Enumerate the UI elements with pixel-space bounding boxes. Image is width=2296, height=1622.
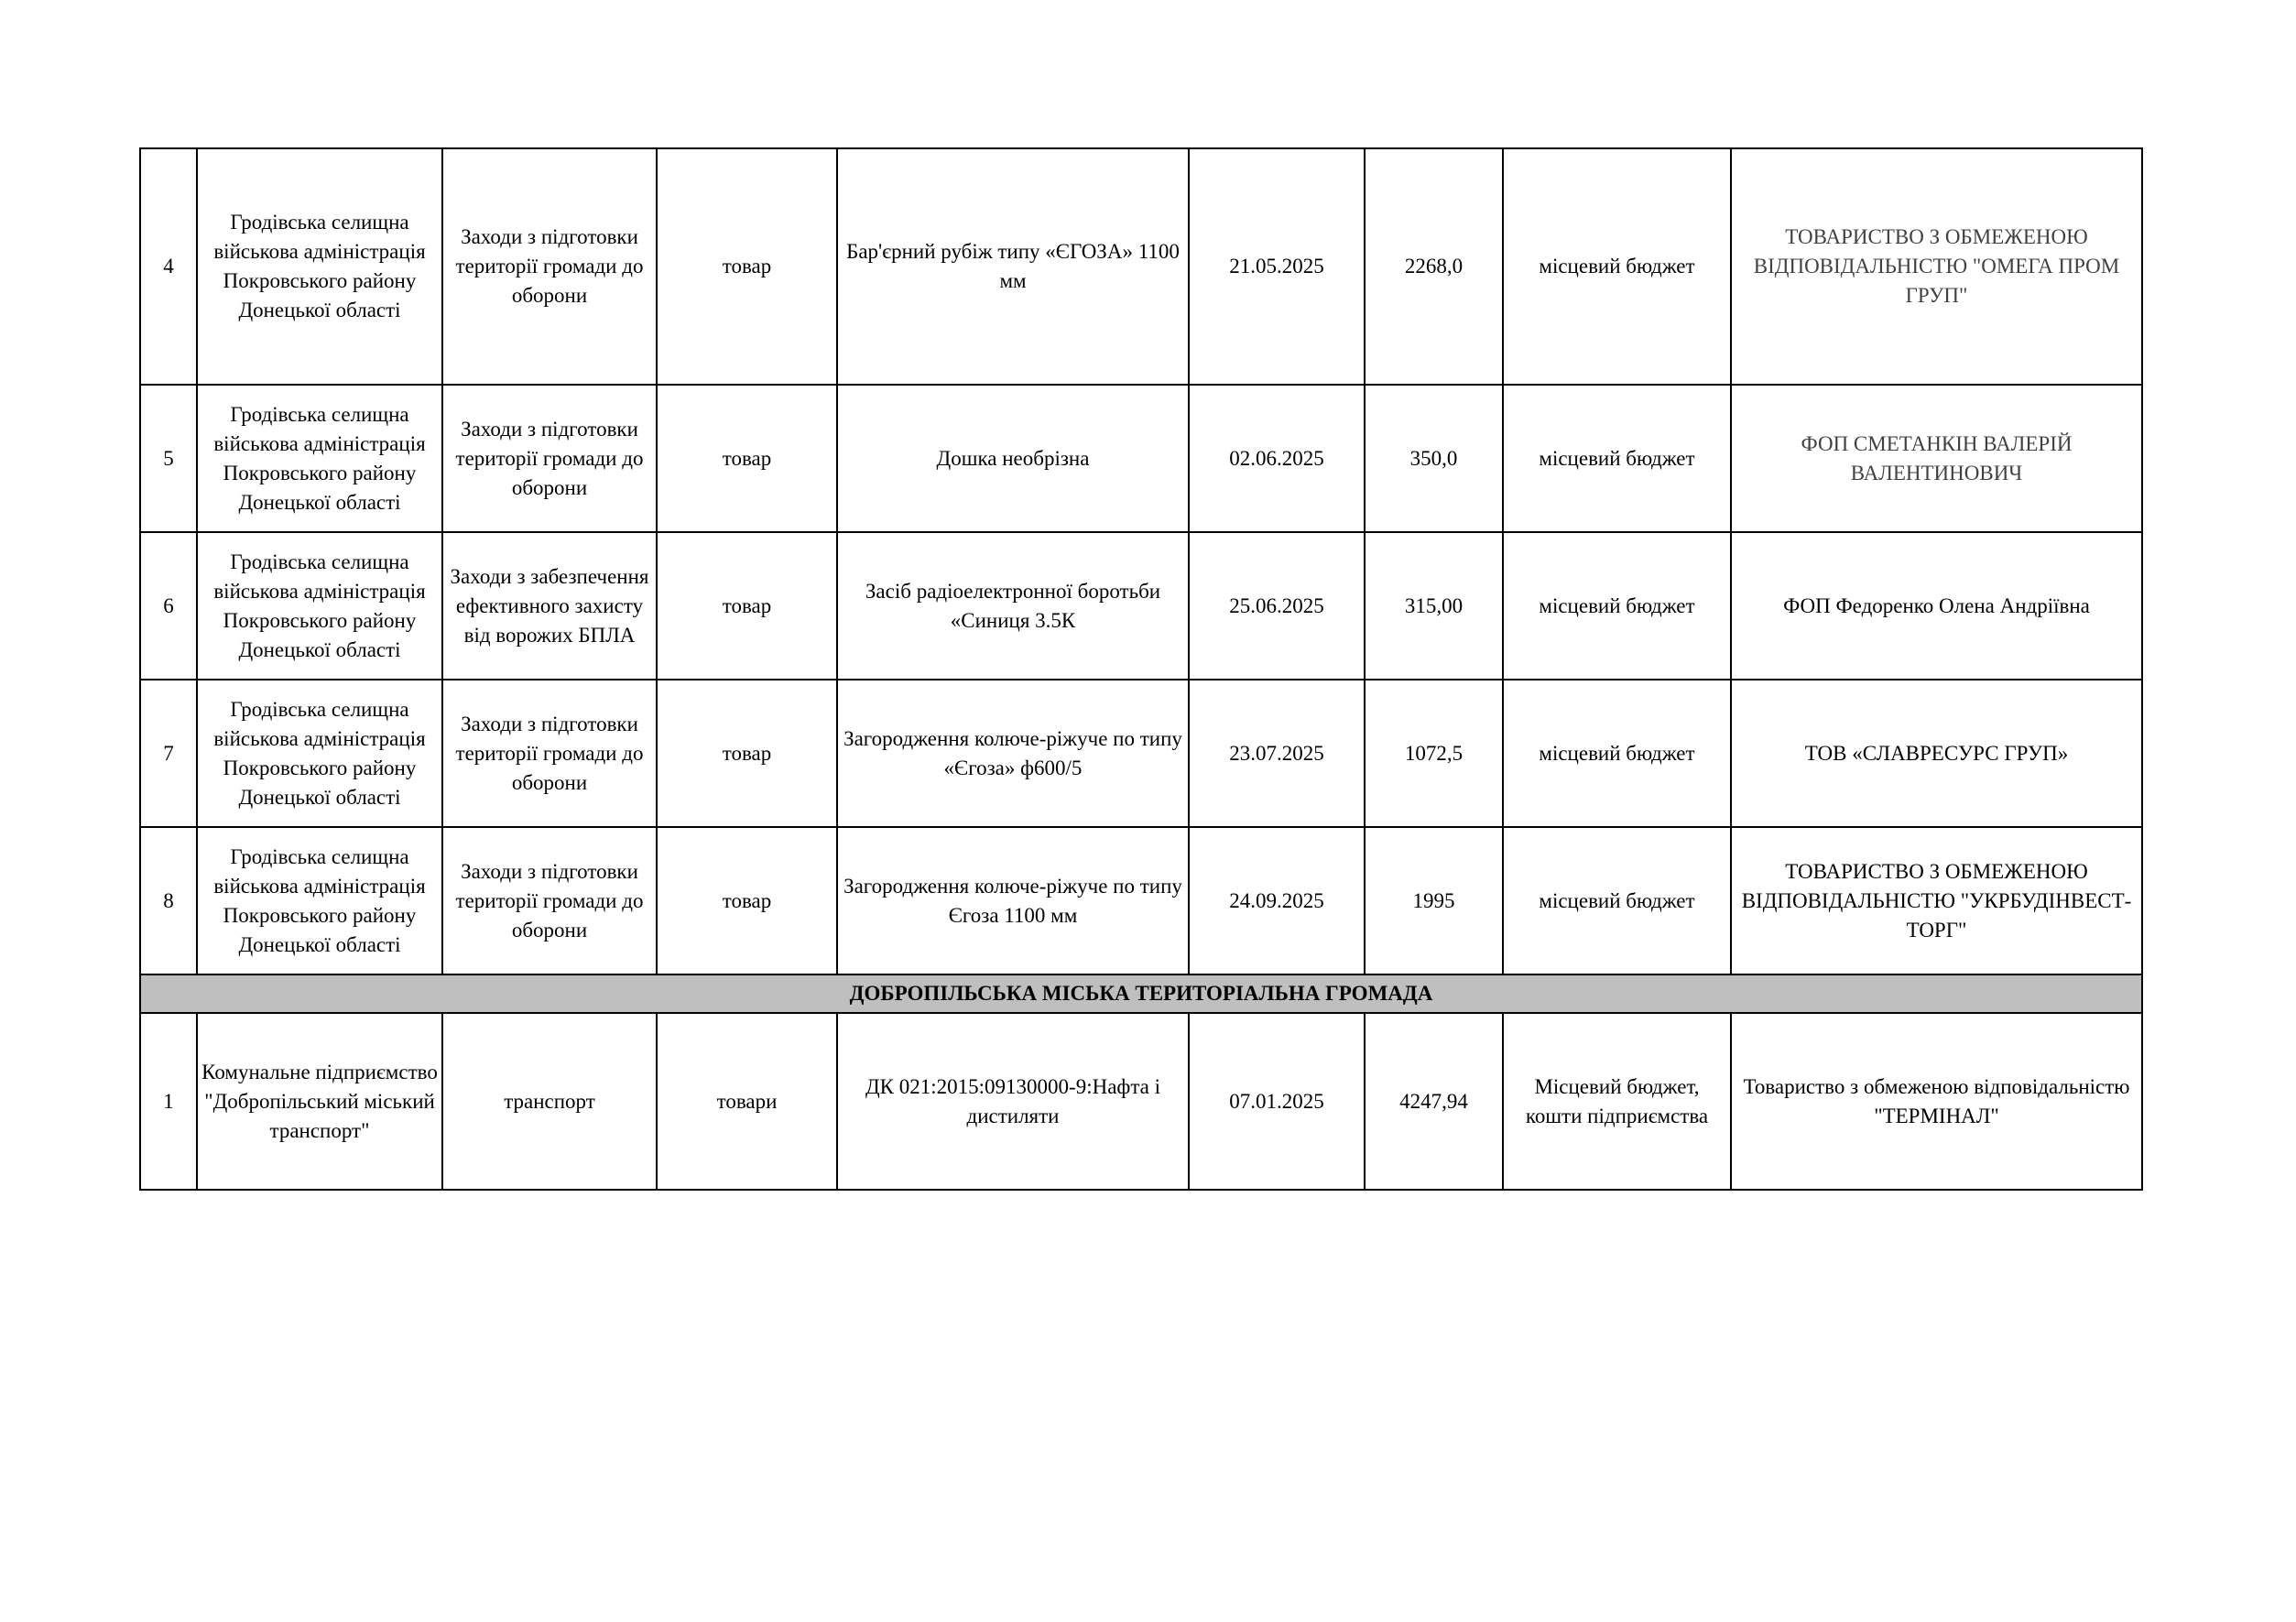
table-row xyxy=(140,385,2142,532)
purpose-cell: Заходи з забезпечення ефективного захисту від ворожих БПЛА xyxy=(442,532,657,680)
type-cell: товар xyxy=(657,385,837,532)
funding-source-cell: місцевий бюджет xyxy=(1503,680,1731,827)
funding-source-cell: місцевий бюджет xyxy=(1503,827,1731,974)
date-cell: 07.01.2025 xyxy=(1189,1013,1365,1190)
item-cell: Загородження колюче-ріжуче по типу Єгоза 1100 мм xyxy=(837,827,1189,974)
row-number-cell: 4 xyxy=(140,148,197,385)
supplier-cell: ТОВАРИСТВО З ОБМЕЖЕНОЮ ВІДПОВІДАЛЬНІСТЮ "ОМЕГА ПРОМ ГРУП" xyxy=(1731,148,2142,385)
customer-cell: Комунальне підприємство "Добропільський міський транспорт" xyxy=(197,1013,442,1190)
customer-cell: Гродівська селищна військова адміністрація Покровського району Донецької області xyxy=(197,680,442,827)
type-cell: товар xyxy=(657,532,837,680)
supplier-cell: ТОВ «СЛАВРЕСУРС ГРУП» xyxy=(1731,680,2142,827)
date-cell: 23.07.2025 xyxy=(1189,680,1365,827)
row-number-cell: 6 xyxy=(140,532,197,680)
amount-cell: 1995 xyxy=(1365,827,1503,974)
funding-source-cell: місцевий бюджет xyxy=(1503,385,1731,532)
item-cell: Дошка необрізна xyxy=(837,385,1189,532)
type-cell: товари xyxy=(657,1013,837,1190)
amount-cell: 1072,5 xyxy=(1365,680,1503,827)
date-cell: 21.05.2025 xyxy=(1189,148,1365,385)
section-title: ДОБРОПІЛЬСЬКА МІСЬКА ТЕРИТОРІАЛЬНА ГРОМАДА xyxy=(140,974,2142,1013)
customer-cell: Гродівська селищна військова адміністрація Покровського району Донецької області xyxy=(197,827,442,974)
type-cell: товар xyxy=(657,827,837,974)
amount-cell: 315,00 xyxy=(1365,532,1503,680)
row-number-cell: 1 xyxy=(140,1013,197,1190)
type-cell: товар xyxy=(657,148,837,385)
item-cell: Бар'єрний рубіж типу «ЄГОЗА» 1100 мм xyxy=(837,148,1189,385)
supplier-cell: ФОП СМЕТАНКІН ВАЛЕРІЙ ВАЛЕНТИНОВИЧ xyxy=(1731,385,2142,532)
item-cell: ДК 021:2015:09130000-9:Нафта і дистиляти xyxy=(837,1013,1189,1190)
date-cell: 02.06.2025 xyxy=(1189,385,1365,532)
customer-cell: Гродівська селищна військова адміністрація Покровського району Донецької області xyxy=(197,385,442,532)
funding-source-cell: Місцевий бюджет, кошти підприємства xyxy=(1503,1013,1731,1190)
procurement-table xyxy=(139,147,2143,1191)
purpose-cell: Заходи з підготовки території громади до оборони xyxy=(442,827,657,974)
table-row xyxy=(140,1013,2142,1190)
funding-source-cell: місцевий бюджет xyxy=(1503,148,1731,385)
amount-cell: 4247,94 xyxy=(1365,1013,1503,1190)
table-row xyxy=(140,827,2142,974)
date-cell: 25.06.2025 xyxy=(1189,532,1365,680)
row-number-cell: 5 xyxy=(140,385,197,532)
supplier-cell: ТОВАРИСТВО З ОБМЕЖЕНОЮ ВІДПОВІДАЛЬНІСТЮ "УКРБУДІНВЕСТ-ТОРГ" xyxy=(1731,827,2142,974)
purpose-cell: Заходи з підготовки території громади до оборони xyxy=(442,385,657,532)
amount-cell: 350,0 xyxy=(1365,385,1503,532)
row-number-cell: 8 xyxy=(140,827,197,974)
row-number-cell: 7 xyxy=(140,680,197,827)
type-cell: товар xyxy=(657,680,837,827)
item-cell: Засіб радіоелектронної боротьби «Синиця 3.5К xyxy=(837,532,1189,680)
item-cell: Загородження колюче-ріжуче по типу «Єгоза» ф600/5 xyxy=(837,680,1189,827)
section-header-row xyxy=(140,974,2142,1013)
purpose-cell: транспорт xyxy=(442,1013,657,1190)
table-row xyxy=(140,148,2142,385)
table-row xyxy=(140,532,2142,680)
purpose-cell: Заходи з підготовки території громади до оборони xyxy=(442,680,657,827)
funding-source-cell: місцевий бюджет xyxy=(1503,532,1731,680)
amount-cell: 2268,0 xyxy=(1365,148,1503,385)
supplier-cell: Товариство з обмеженою відповідальністю "ТЕРМІНАЛ" xyxy=(1731,1013,2142,1190)
date-cell: 24.09.2025 xyxy=(1189,827,1365,974)
customer-cell: Гродівська селищна військова адміністрація Покровського району Донецької області xyxy=(197,148,442,385)
purpose-cell: Заходи з підготовки території громади до оборони xyxy=(442,148,657,385)
supplier-cell: ФОП Федоренко Олена Андріївна xyxy=(1731,532,2142,680)
table-row xyxy=(140,680,2142,827)
customer-cell: Гродівська селищна військова адміністрація Покровського району Донецької області xyxy=(197,532,442,680)
